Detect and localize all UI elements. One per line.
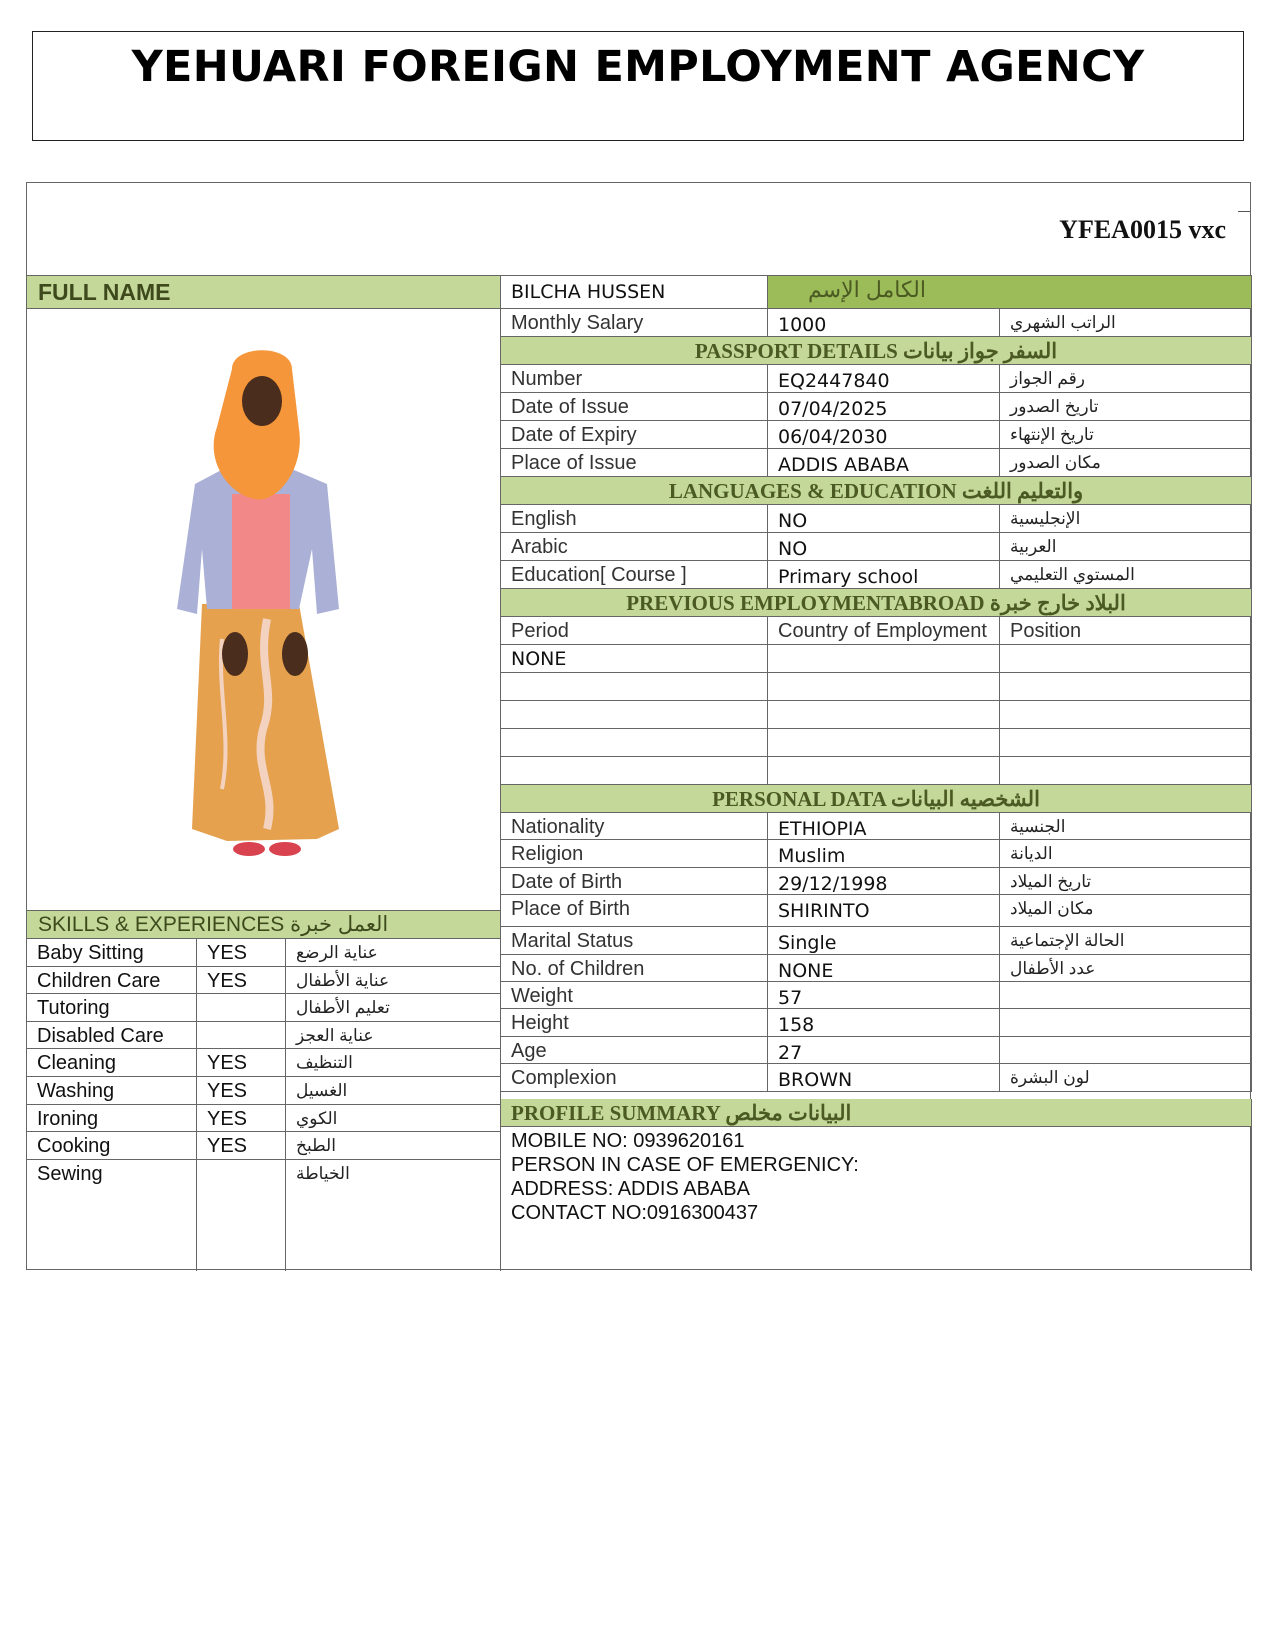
previous-employment-header: PREVIOUS EMPLOYMENTABROAD البلاد خارج خبرة xyxy=(501,589,1252,617)
employment-row-0-position xyxy=(1000,645,1252,673)
personal-row-6-label: Weight xyxy=(501,982,768,1009)
passport-header: PASSPORT DETAILS السفر جواز بيانات xyxy=(501,337,1252,365)
full-name-arabic: الكامل الإسم xyxy=(768,275,1252,309)
skill-row-0-value: YES xyxy=(197,939,286,967)
employment-row-1-position xyxy=(1000,673,1252,701)
personal-row-4-value: Single xyxy=(768,927,1000,954)
passport-row-3-arabic: مكان الصدور xyxy=(1000,449,1252,477)
passport-row-0-label: Number xyxy=(501,365,768,393)
employment-row-4-country xyxy=(768,757,1000,785)
passport-row-3-value: ADDIS ABABA xyxy=(768,449,1000,477)
agency-title: YEHUARI FOREIGN EMPLOYMENT AGENCY xyxy=(131,42,1145,92)
skill-row-2-value xyxy=(197,994,286,1022)
skill-row-1-label: Children Care xyxy=(27,967,197,995)
skill-row-5-label: Washing xyxy=(27,1077,197,1105)
personal-row-8-label: Age xyxy=(501,1037,768,1064)
skill-row-6-value: YES xyxy=(197,1105,286,1133)
skill-row-3-value xyxy=(197,1022,286,1050)
profile-line-mobile: MOBILE NO: 0939620161 xyxy=(511,1130,745,1152)
skill-row-3-label: Disabled Care xyxy=(27,1022,197,1050)
personal-row-3-value: SHIRINTO xyxy=(768,895,1000,927)
languages-row-0-label: English xyxy=(501,505,768,533)
personal-row-9-label: Complexion xyxy=(501,1064,768,1091)
employment-col-period: Period xyxy=(501,617,768,645)
skills-header: SKILLS & EXPERIENCES العمل خبرة xyxy=(27,911,501,939)
personal-row-0-label: Nationality xyxy=(501,813,768,840)
passport-row-2-label: Date of Expiry xyxy=(501,421,768,449)
full-name-label: FULL NAME xyxy=(27,275,501,309)
personal-row-4-arabic: الحالة الإجتماعية xyxy=(1000,927,1252,954)
personal-row-1-value: Muslim xyxy=(768,840,1000,867)
personal-row-6-value: 57 xyxy=(768,982,1000,1009)
personal-row-5-value: NONE xyxy=(768,955,1000,982)
personal-row-1-arabic: الديانة xyxy=(1000,840,1252,867)
personal-row-8-arabic xyxy=(1000,1037,1252,1064)
skill-row-8-value xyxy=(197,1160,286,1271)
monthly-salary-arabic: الراتب الشهري xyxy=(1000,309,1252,337)
skill-row-6-label: Ironing xyxy=(27,1105,197,1133)
employment-row-3-position xyxy=(1000,729,1252,757)
employment-col-country: Country of Employment xyxy=(768,617,1000,645)
passport-row-0-value: EQ2447840 xyxy=(768,365,1000,393)
profile-summary-header: PROFILE SUMMARY البيانات مخلص xyxy=(501,1099,1252,1127)
passport-row-3-label: Place of Issue xyxy=(501,449,768,477)
passport-row-1-value: 07/04/2025 xyxy=(768,393,1000,421)
profile-line-contact: CONTACT NO:0916300437 xyxy=(511,1202,759,1224)
skill-row-6-arabic: الكوي xyxy=(286,1105,501,1133)
employment-row-0-country xyxy=(768,645,1000,673)
employment-row-2-position xyxy=(1000,701,1252,729)
languages-row-2-arabic: المستوي التعليمي xyxy=(1000,561,1252,589)
personal-row-7-arabic xyxy=(1000,1009,1252,1036)
skill-row-4-value: YES xyxy=(197,1049,286,1077)
personal-row-8-value: 27 xyxy=(768,1037,1000,1064)
skill-row-5-arabic: الغسيل xyxy=(286,1077,501,1105)
skill-row-4-arabic: التنظيف xyxy=(286,1049,501,1077)
passport-row-1-arabic: تاريخ الصدور xyxy=(1000,393,1252,421)
skill-row-2-arabic: تعليم الأطفال xyxy=(286,994,501,1022)
personal-row-3-label: Place of Birth xyxy=(501,895,768,927)
skill-row-1-value: YES xyxy=(197,967,286,995)
monthly-salary-label: Monthly Salary xyxy=(501,309,768,337)
reference-code: YFEA0015 vxc xyxy=(1059,215,1226,244)
skill-row-8-label: Sewing xyxy=(27,1160,197,1271)
personal-row-5-label: No. of Children xyxy=(501,955,768,982)
languages-row-0-value: NO xyxy=(768,505,1000,533)
personal-row-0-arabic: الجنسية xyxy=(1000,813,1252,840)
skill-row-2-label: Tutoring xyxy=(27,994,197,1022)
skill-row-8-arabic: الخياطة xyxy=(286,1160,501,1271)
personal-row-2-arabic: تاريخ الميلاد xyxy=(1000,868,1252,895)
employment-row-4-position xyxy=(1000,757,1252,785)
applicant-photo xyxy=(27,309,501,911)
skill-row-7-arabic: الطبخ xyxy=(286,1132,501,1160)
passport-row-1-label: Date of Issue xyxy=(501,393,768,421)
employment-row-2-period xyxy=(501,701,768,729)
personal-row-2-label: Date of Birth xyxy=(501,868,768,895)
personal-row-4-label: Marital Status xyxy=(501,927,768,954)
personal-row-3-arabic: مكان الميلاد xyxy=(1000,895,1252,927)
personal-row-7-value: 158 xyxy=(768,1009,1000,1036)
employment-col-position: Position xyxy=(1000,617,1252,645)
languages-row-1-label: Arabic xyxy=(501,533,768,561)
personal-row-9-value: BROWN xyxy=(768,1064,1000,1091)
applicant-photo-figure xyxy=(27,309,499,909)
personal-row-2-value: 29/12/1998 xyxy=(768,868,1000,895)
employment-row-3-period xyxy=(501,729,768,757)
profile-line-address: ADDRESS: ADDIS ABABA xyxy=(511,1178,750,1200)
languages-row-1-value: NO xyxy=(768,533,1000,561)
languages-row-2-label: Education[ Course ] xyxy=(501,561,768,589)
employment-row-1-period xyxy=(501,673,768,701)
profile-line-emergency: PERSON IN CASE OF EMERGENICY: xyxy=(511,1154,859,1176)
skill-row-5-value: YES xyxy=(197,1077,286,1105)
employment-row-0-period: NONE xyxy=(501,645,768,673)
personal-row-7-label: Height xyxy=(501,1009,768,1036)
agency-title-box xyxy=(32,31,1244,141)
languages-row-1-arabic: العربية xyxy=(1000,533,1252,561)
skill-row-7-label: Cooking xyxy=(27,1132,197,1160)
skill-row-3-arabic: عناية العجز xyxy=(286,1022,501,1050)
employment-row-3-country xyxy=(768,729,1000,757)
personal-data-header: PERSONAL DATA الشخصيه البيانات xyxy=(501,785,1252,813)
personal-row-0-value: ETHIOPIA xyxy=(768,813,1000,840)
skill-row-4-label: Cleaning xyxy=(27,1049,197,1077)
full-name-value: BILCHA HUSSEN xyxy=(501,275,768,309)
employment-row-4-period xyxy=(501,757,768,785)
skill-row-0-arabic: عناية الرضع xyxy=(286,939,501,967)
profile-summary-box xyxy=(501,1127,1252,1271)
corner-mark xyxy=(1238,211,1250,212)
skill-row-0-label: Baby Sitting xyxy=(27,939,197,967)
personal-row-6-arabic xyxy=(1000,982,1252,1009)
personal-row-1-label: Religion xyxy=(501,840,768,867)
passport-row-2-value: 06/04/2030 xyxy=(768,421,1000,449)
employment-row-1-country xyxy=(768,673,1000,701)
monthly-salary-value: 1000 xyxy=(768,309,1000,337)
languages-row-2-value: Primary school xyxy=(768,561,1000,589)
employment-row-2-country xyxy=(768,701,1000,729)
personal-row-5-arabic: عدد الأطفال xyxy=(1000,955,1252,982)
application-form xyxy=(26,182,1251,1270)
passport-row-0-arabic: رقم الجواز xyxy=(1000,365,1252,393)
languages-header: LANGUAGES & EDUCATION والتعليم اللغت xyxy=(501,477,1252,505)
personal-row-9-arabic: لون البشرة xyxy=(1000,1064,1252,1091)
skill-row-7-value: YES xyxy=(197,1132,286,1160)
skill-row-1-arabic: عناية الأطفال xyxy=(286,967,501,995)
languages-row-0-arabic: الإنجليسية xyxy=(1000,505,1252,533)
passport-row-2-arabic: تاريخ الإنتهاء xyxy=(1000,421,1252,449)
